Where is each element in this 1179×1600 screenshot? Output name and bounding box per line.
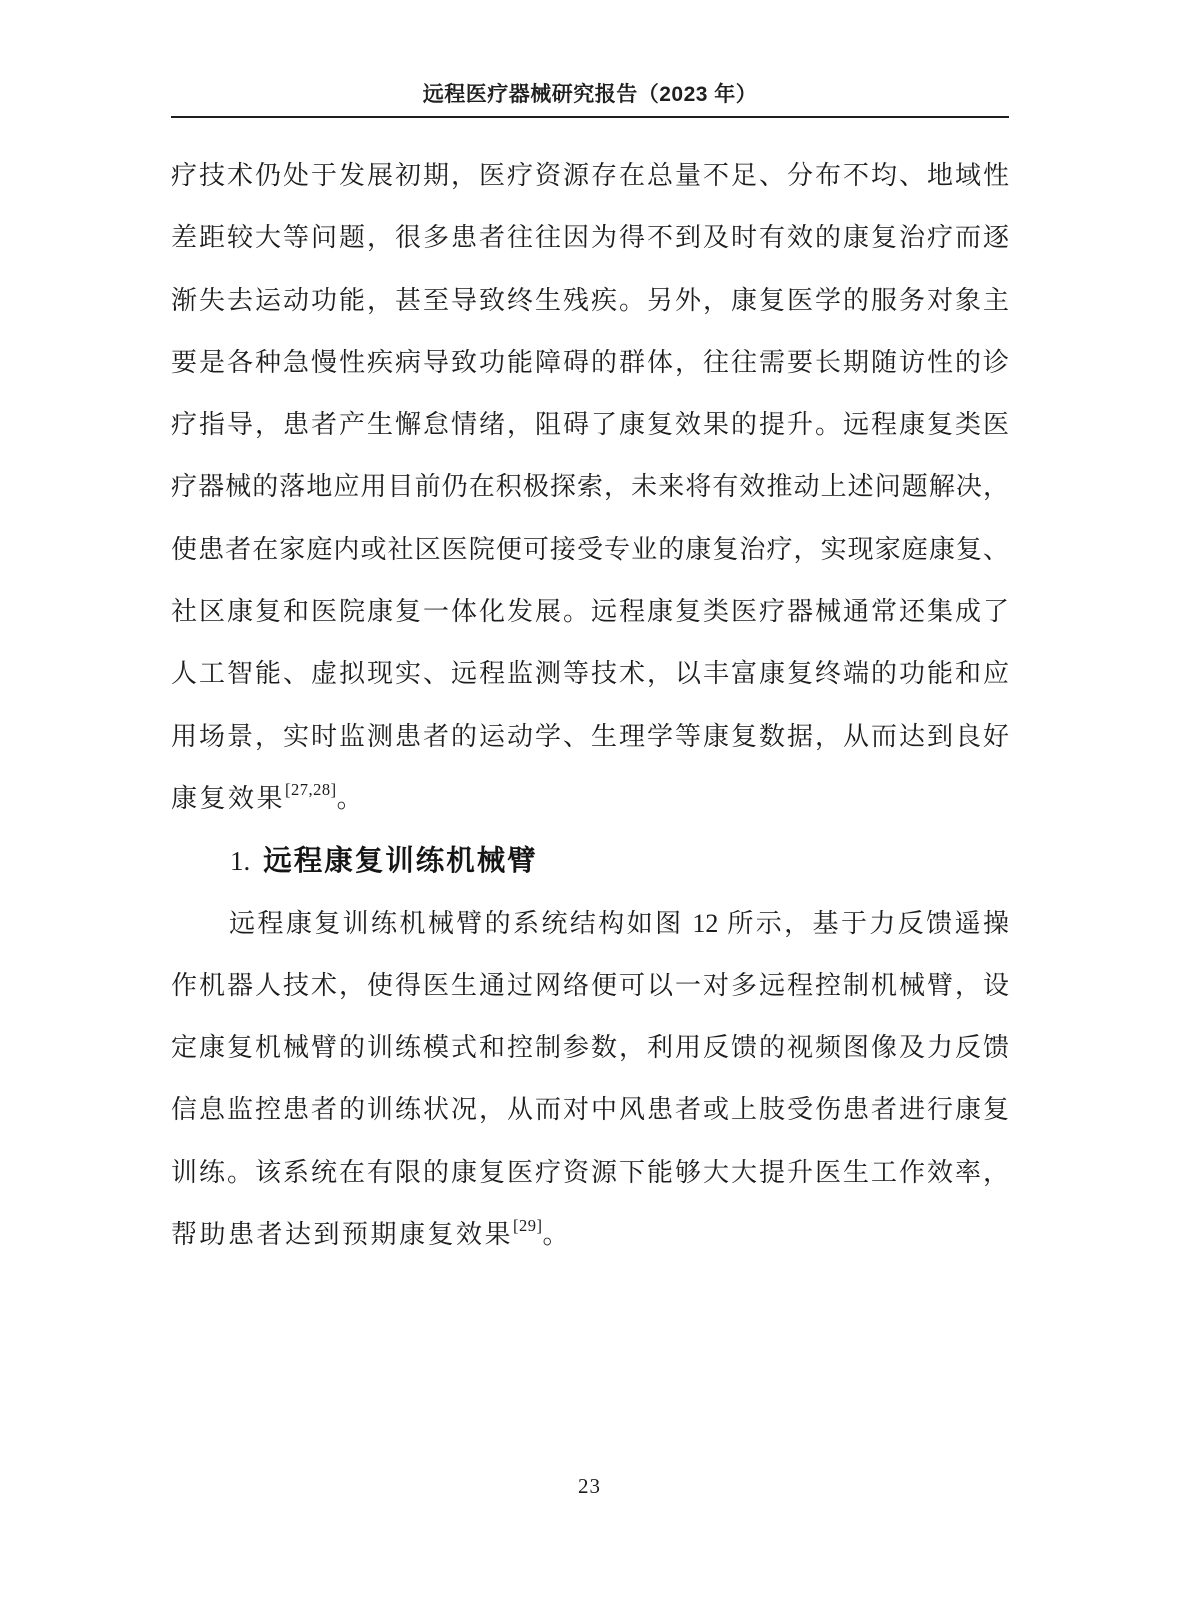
- paragraph-1-lines: [171, 145, 1009, 768]
- text-line: 信息监控患者的训练状况，从而对中风患者或上肢受伤患者进行康复: [171, 1095, 1009, 1125]
- paragraph-2-last-line: [171, 1204, 1009, 1266]
- page-header: [171, 82, 1009, 118]
- text-run: 帮助患者达到预期康复效果: [171, 1220, 514, 1250]
- text-line: 渐失去运动功能，甚至导致终生残疾。另外，康复医学的服务对象主: [171, 285, 1009, 315]
- section-number: 1.: [230, 846, 251, 877]
- text-line: 使患者在家庭内或社区医院便可接受专业的康复治疗，实现家庭康复、: [171, 534, 1009, 564]
- text-line: 作机器人技术，使得医生通过网络便可以一对多远程控制机械臂，设: [171, 970, 1009, 1000]
- text-run: 康复效果: [171, 783, 286, 813]
- citation-ref-29: [29]: [513, 1216, 543, 1236]
- page-footer: [0, 1474, 1179, 1499]
- section-title: 远程康复训练机械臂: [263, 845, 538, 878]
- header-rule: [171, 116, 1009, 118]
- text-line: 社区康复和医院康复一体化发展。远程康复类医疗器械通常还集成了: [171, 597, 1009, 627]
- text-line: 疗器械的落地应用目前仍在积极探索，未来将有效推动上述问题解决，: [171, 472, 1009, 502]
- text-line: 用场景，实时监测患者的运动学、生理学等康复数据，从而达到良好: [171, 721, 1009, 751]
- text-line: 训练。该系统在有限的康复医疗资源下能够大大提升医生工作效率，: [171, 1157, 1009, 1187]
- paragraph-2: [171, 893, 1009, 1267]
- text-line: 要是各种急慢性疾病导致功能障碍的群体，往往需要长期随访性的诊: [171, 347, 1009, 377]
- paragraph-1: [171, 145, 1009, 830]
- text-line: 疗指导，患者产生懈怠情绪，阻碍了康复效果的提升。远程康复类医: [171, 410, 1009, 440]
- citation-ref-27-28: [27,28]: [285, 780, 337, 800]
- page-content: [171, 145, 1009, 1266]
- text-line: 疗技术仍处于发展初期，医疗资源存在总量不足、分布不均、地域性: [171, 161, 1009, 190]
- report-title: 远程医疗器械研究报告（2023 年）: [422, 83, 758, 106]
- text-line: 远程康复训练机械臂的系统结构如图 12 所示，基于力反馈遥操: [229, 908, 1009, 938]
- page-number: 23: [578, 1474, 601, 1498]
- sentence-period: 。: [542, 1220, 572, 1250]
- text-line: 定康复机械臂的训练模式和控制参数，利用反馈的视频图像及力反馈: [171, 1033, 1009, 1063]
- text-line: 差距较大等问题，很多患者往往因为得不到及时有效的康复治疗而逐: [171, 223, 1009, 253]
- text-line: 人工智能、虚拟现实、远程监测等技术，以丰富康复终端的功能和应: [171, 659, 1009, 689]
- paragraph-1-last-line: [171, 768, 1009, 830]
- sentence-period: 。: [336, 783, 366, 813]
- section-heading: [171, 830, 1009, 892]
- paragraph-2-lines: [171, 893, 1009, 1204]
